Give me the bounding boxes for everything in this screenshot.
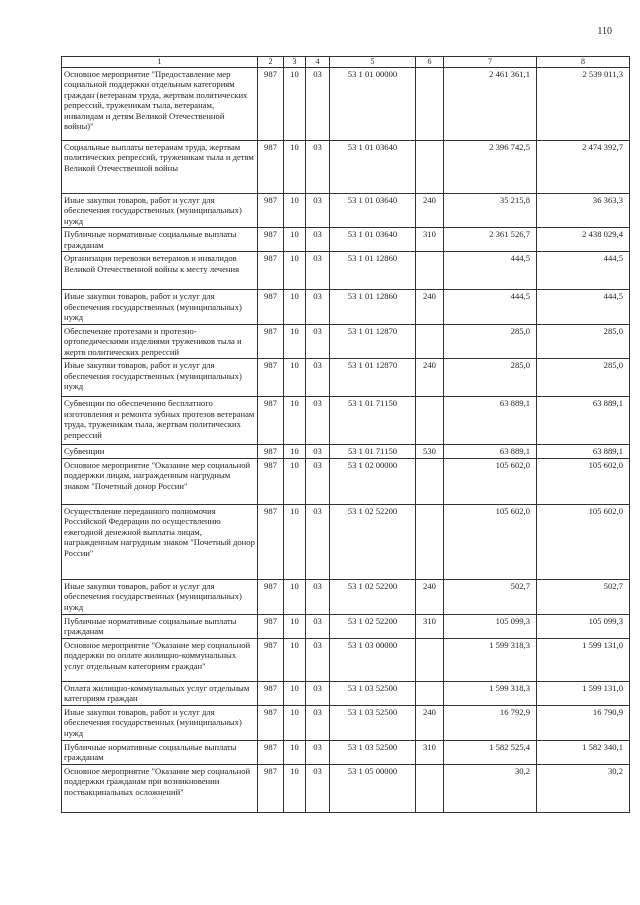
cell-amount-year1: 105 602,0	[444, 504, 537, 579]
cell-name: Осуществление переданного полномочия Российской Федерации по осуществлению ежегодной денежной выплаты лицам, награжденным нагрудным знаком "Почетный донор России"	[62, 504, 258, 579]
cell-amount-year1: 444,5	[444, 252, 537, 290]
cell-section: 10	[284, 740, 306, 764]
table-row	[62, 504, 630, 579]
cell-amount-year2: 444,5	[537, 252, 630, 290]
cell-expense-type: 310	[416, 614, 444, 638]
cell-name: Оплата жилищно-коммунальных услуг отдельным категориям граждан	[62, 681, 258, 705]
cell-subsection: 03	[306, 359, 330, 397]
column-header: 8	[537, 57, 630, 68]
cell-grbs: 987	[258, 397, 284, 445]
cell-target-article: 53 1 01 03640	[330, 193, 416, 227]
cell-name: Организация перевозки ветеранов и инвалидов Великой Отечественной войны к месту лечения	[62, 252, 258, 290]
cell-subsection: 03	[306, 397, 330, 445]
cell-section: 10	[284, 445, 306, 458]
cell-section: 10	[284, 458, 306, 504]
cell-name: Иные закупки товаров, работ и услуг для обеспечения государственных (муниципальных) нужд	[62, 290, 258, 324]
cell-name: Субвенции по обеспечению бесплатного изготовления и ремонта зубных протезов ветеранам труда, труженикам тыла, жертвам политических репрессий	[62, 397, 258, 445]
table-row	[62, 705, 630, 740]
cell-section: 10	[284, 579, 306, 614]
cell-expense-type	[416, 504, 444, 579]
cell-target-article: 53 1 01 71150	[330, 397, 416, 445]
cell-grbs: 987	[258, 705, 284, 740]
cell-section: 10	[284, 638, 306, 681]
cell-subsection: 03	[306, 324, 330, 358]
cell-section: 10	[284, 140, 306, 193]
cell-subsection: 03	[306, 193, 330, 227]
cell-grbs: 987	[258, 638, 284, 681]
cell-name: Основное мероприятие "Оказание мер социальной поддержки лицам, награжденным нагрудным знаком "Почетный донор России"	[62, 458, 258, 504]
cell-target-article: 53 1 02 52200	[330, 504, 416, 579]
cell-amount-year2: 63 889,1	[537, 397, 630, 445]
cell-amount-year1: 1 599 318,3	[444, 638, 537, 681]
cell-target-article: 53 1 03 52500	[330, 705, 416, 740]
cell-expense-type: 530	[416, 445, 444, 458]
cell-amount-year2: 1 582 340,1	[537, 740, 630, 764]
cell-name: Иные закупки товаров, работ и услуг для обеспечения государственных (муниципальных) нужд	[62, 193, 258, 227]
cell-section: 10	[284, 397, 306, 445]
cell-amount-year2: 2 539 011,3	[537, 67, 630, 140]
cell-grbs: 987	[258, 252, 284, 290]
cell-section: 10	[284, 705, 306, 740]
cell-name: Публичные нормативные социальные выплаты гражданам	[62, 614, 258, 638]
table-row	[62, 638, 630, 681]
cell-grbs: 987	[258, 614, 284, 638]
cell-amount-year2: 2 438 029,4	[537, 228, 630, 252]
cell-expense-type	[416, 252, 444, 290]
cell-amount-year1: 1 599 318,3	[444, 681, 537, 705]
cell-amount-year2: 63 889,1	[537, 445, 630, 458]
cell-subsection: 03	[306, 228, 330, 252]
cell-name: Иные закупки товаров, работ и услуг для обеспечения государственных (муниципальных) нужд	[62, 579, 258, 614]
cell-name: Иные закупки товаров, работ и услуг для обеспечения государственных (муниципальных) нужд	[62, 359, 258, 397]
cell-section: 10	[284, 764, 306, 812]
cell-section: 10	[284, 614, 306, 638]
cell-grbs: 987	[258, 193, 284, 227]
cell-target-article: 53 1 03 52500	[330, 740, 416, 764]
cell-target-article: 53 1 01 12870	[330, 324, 416, 358]
cell-amount-year1: 105 099,3	[444, 614, 537, 638]
cell-name: Социальные выплаты ветеранам труда, жертвам политических репрессий, труженикам тыла и детям Великой Отечественной войны	[62, 140, 258, 193]
cell-name: Иные закупки товаров, работ и услуг для обеспечения государственных (муниципальных) нужд	[62, 705, 258, 740]
cell-amount-year1: 63 889,1	[444, 445, 537, 458]
table-row	[62, 324, 630, 358]
cell-name: Обеспечение протезами и протезно-ортопедическими изделиями тружеников тыла и жертв политических репрессий	[62, 324, 258, 358]
table-row	[62, 764, 630, 812]
cell-target-article: 53 1 02 52200	[330, 614, 416, 638]
page-number: 110	[597, 26, 612, 37]
cell-amount-year2: 36 363,3	[537, 193, 630, 227]
cell-name: Основное мероприятие "Оказание мер социальной поддержки по оплате жилищно-коммунальных услуг отдельным категориям граждан"	[62, 638, 258, 681]
cell-grbs: 987	[258, 324, 284, 358]
table-row	[62, 252, 630, 290]
cell-subsection: 03	[306, 445, 330, 458]
cell-section: 10	[284, 681, 306, 705]
cell-grbs: 987	[258, 67, 284, 140]
cell-name: Публичные нормативные социальные выплаты гражданам	[62, 228, 258, 252]
cell-amount-year1: 2 361 526,7	[444, 228, 537, 252]
cell-amount-year2: 105 602,0	[537, 504, 630, 579]
cell-subsection: 03	[306, 458, 330, 504]
cell-expense-type	[416, 67, 444, 140]
table-row	[62, 228, 630, 252]
cell-amount-year2: 285,0	[537, 324, 630, 358]
cell-expense-type: 310	[416, 740, 444, 764]
cell-subsection: 03	[306, 740, 330, 764]
cell-amount-year1: 2 461 361,1	[444, 67, 537, 140]
table-row	[62, 614, 630, 638]
cell-amount-year1: 16 792,9	[444, 705, 537, 740]
table-row	[62, 458, 630, 504]
cell-name: Субвенции	[62, 445, 258, 458]
cell-grbs: 987	[258, 445, 284, 458]
cell-target-article: 53 1 01 71150	[330, 445, 416, 458]
cell-amount-year2: 444,5	[537, 290, 630, 324]
cell-grbs: 987	[258, 740, 284, 764]
cell-amount-year1: 1 582 525,4	[444, 740, 537, 764]
cell-subsection: 03	[306, 638, 330, 681]
cell-amount-year1: 285,0	[444, 359, 537, 397]
table-row	[62, 193, 630, 227]
cell-amount-year1: 285,0	[444, 324, 537, 358]
cell-section: 10	[284, 193, 306, 227]
cell-target-article: 53 1 01 12860	[330, 290, 416, 324]
cell-expense-type	[416, 458, 444, 504]
cell-expense-type: 310	[416, 228, 444, 252]
table-row	[62, 140, 630, 193]
cell-target-article: 53 1 02 52200	[330, 579, 416, 614]
cell-target-article: 53 1 01 12870	[330, 359, 416, 397]
cell-section: 10	[284, 504, 306, 579]
cell-grbs: 987	[258, 359, 284, 397]
cell-target-article: 53 1 02 00000	[330, 458, 416, 504]
cell-amount-year2: 2 474 392,7	[537, 140, 630, 193]
column-header: 5	[330, 57, 416, 68]
cell-expense-type	[416, 324, 444, 358]
table-row	[62, 397, 630, 445]
cell-target-article: 53 1 01 03640	[330, 228, 416, 252]
cell-target-article: 53 1 01 03640	[330, 140, 416, 193]
cell-expense-type	[416, 764, 444, 812]
cell-expense-type: 240	[416, 579, 444, 614]
cell-grbs: 987	[258, 579, 284, 614]
cell-section: 10	[284, 290, 306, 324]
cell-grbs: 987	[258, 504, 284, 579]
cell-name: Основное мероприятие "Предоставление мер социальной поддержки отдельным категориям граждан (ветеранам труда, жертвам политических репрессий, труженикам тыла, ветеранам, инвалидам и детям Великой Отечественной войны)"	[62, 67, 258, 140]
cell-amount-year1: 63 889,1	[444, 397, 537, 445]
column-header: 3	[284, 57, 306, 68]
cell-subsection: 03	[306, 764, 330, 812]
cell-amount-year1: 105 602,0	[444, 458, 537, 504]
cell-amount-year1: 35 215,8	[444, 193, 537, 227]
cell-expense-type	[416, 681, 444, 705]
cell-name: Основное мероприятие "Оказание мер социальной поддержки гражданам при возникновении поствакцинальных осложнений"	[62, 764, 258, 812]
cell-section: 10	[284, 67, 306, 140]
cell-grbs: 987	[258, 140, 284, 193]
cell-expense-type	[416, 638, 444, 681]
cell-amount-year1: 444,5	[444, 290, 537, 324]
cell-target-article: 53 1 03 52500	[330, 681, 416, 705]
table-header-row	[62, 57, 630, 68]
cell-name: Публичные нормативные социальные выплаты гражданам	[62, 740, 258, 764]
table-row	[62, 740, 630, 764]
cell-target-article: 53 1 05 00000	[330, 764, 416, 812]
cell-subsection: 03	[306, 614, 330, 638]
cell-grbs: 987	[258, 681, 284, 705]
budget-table	[61, 56, 630, 813]
cell-section: 10	[284, 228, 306, 252]
cell-subsection: 03	[306, 252, 330, 290]
table-body	[62, 57, 630, 813]
cell-grbs: 987	[258, 228, 284, 252]
table-row	[62, 445, 630, 458]
cell-amount-year1: 30,2	[444, 764, 537, 812]
cell-subsection: 03	[306, 140, 330, 193]
cell-expense-type: 240	[416, 290, 444, 324]
cell-subsection: 03	[306, 504, 330, 579]
cell-amount-year1: 2 396 742,5	[444, 140, 537, 193]
cell-amount-year2: 105 099,3	[537, 614, 630, 638]
cell-section: 10	[284, 324, 306, 358]
cell-section: 10	[284, 359, 306, 397]
table-row	[62, 681, 630, 705]
cell-expense-type: 240	[416, 193, 444, 227]
column-header: 4	[306, 57, 330, 68]
cell-subsection: 03	[306, 290, 330, 324]
cell-amount-year2: 1 599 131,0	[537, 681, 630, 705]
column-header: 1	[62, 57, 258, 68]
cell-grbs: 987	[258, 290, 284, 324]
table-row	[62, 290, 630, 324]
cell-expense-type: 240	[416, 359, 444, 397]
cell-amount-year1: 502,7	[444, 579, 537, 614]
table-row	[62, 579, 630, 614]
cell-amount-year2: 105 602,0	[537, 458, 630, 504]
table-row	[62, 359, 630, 397]
cell-subsection: 03	[306, 579, 330, 614]
column-header: 2	[258, 57, 284, 68]
cell-grbs: 987	[258, 764, 284, 812]
cell-subsection: 03	[306, 681, 330, 705]
cell-subsection: 03	[306, 705, 330, 740]
cell-grbs: 987	[258, 458, 284, 504]
cell-amount-year2: 285,0	[537, 359, 630, 397]
cell-amount-year2: 1 599 131,0	[537, 638, 630, 681]
column-header: 7	[444, 57, 537, 68]
cell-expense-type: 240	[416, 705, 444, 740]
cell-subsection: 03	[306, 67, 330, 140]
cell-amount-year2: 30,2	[537, 764, 630, 812]
cell-expense-type	[416, 397, 444, 445]
column-header: 6	[416, 57, 444, 68]
cell-target-article: 53 1 01 00000	[330, 67, 416, 140]
table-row	[62, 67, 630, 140]
cell-expense-type	[416, 140, 444, 193]
cell-section: 10	[284, 252, 306, 290]
cell-amount-year2: 16 790,9	[537, 705, 630, 740]
cell-target-article: 53 1 03 00000	[330, 638, 416, 681]
cell-target-article: 53 1 01 12860	[330, 252, 416, 290]
cell-amount-year2: 502,7	[537, 579, 630, 614]
